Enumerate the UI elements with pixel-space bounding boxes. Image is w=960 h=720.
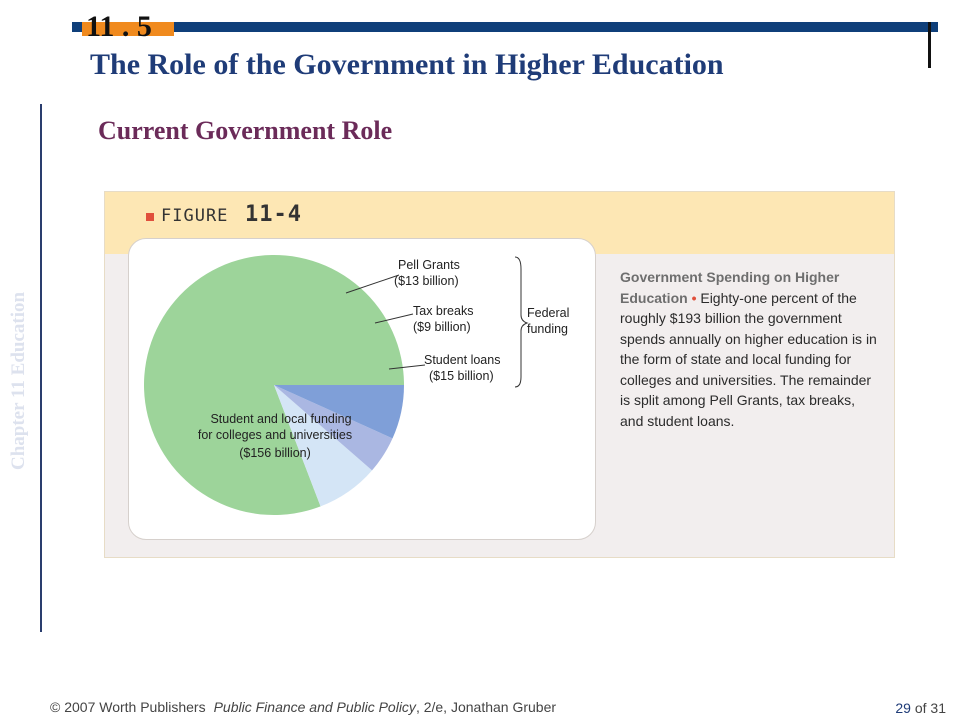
- federal-funding-label-2: funding: [527, 322, 569, 336]
- footer-book-title: Public Finance and Public Policy: [213, 699, 416, 715]
- loans-value: ($15 billion): [429, 369, 494, 383]
- header-bar: [72, 22, 938, 32]
- footer-book-edition: , 2/e, Jonathan Gruber: [415, 699, 557, 715]
- page-indicator: [895, 700, 946, 716]
- section-number: 11 . 5: [86, 10, 152, 43]
- caption-title: Government Spending on Higher Education: [620, 269, 840, 306]
- loans-label: Student loans: [424, 353, 501, 367]
- slide-title: The Role of the Government in Higher Education: [90, 48, 724, 81]
- pie-chart: [129, 239, 595, 539]
- state-funding-label-2: for colleges and universities: [197, 428, 353, 442]
- pell-label: Pell Grants: [398, 258, 460, 272]
- federal-bracket: [515, 257, 527, 387]
- tax-value: ($9 billion): [413, 320, 471, 334]
- state-funding-value: ($156 billion): [239, 446, 311, 460]
- chapter-label: Chapter 11 Education: [8, 291, 29, 470]
- page-total: of 31: [914, 700, 946, 716]
- federal-funding-label-1: Federal: [527, 306, 570, 320]
- pell-value: ($13 billion): [394, 274, 459, 288]
- pie-chart-box: [128, 238, 596, 540]
- figure-panel: [104, 191, 895, 558]
- figure-caption: [620, 267, 882, 431]
- tax-label: Tax breaks: [413, 304, 474, 318]
- page-current: 29: [895, 700, 911, 716]
- slide-subtitle: Current Government Role: [98, 116, 393, 145]
- figure-number: 11-4: [245, 202, 302, 227]
- state-funding-label-1: Student and local funding: [210, 412, 352, 426]
- caption-bullet: •: [691, 289, 697, 306]
- footer-credit: [50, 699, 556, 715]
- figure-marker: [146, 213, 154, 221]
- caption-body: Eighty-one percent of the roughly $193 billion the government spends annually on higher education is in the form of state and local funding for colleges and universities. The remainder is split among Pell Grants, tax breaks, and student loans.: [620, 289, 877, 429]
- footer-copyright: © 2007 Worth Publishers: [50, 699, 206, 715]
- left-rule: [40, 104, 42, 632]
- figure-label: FIGURE: [161, 206, 229, 226]
- header-bar-end: [928, 22, 931, 68]
